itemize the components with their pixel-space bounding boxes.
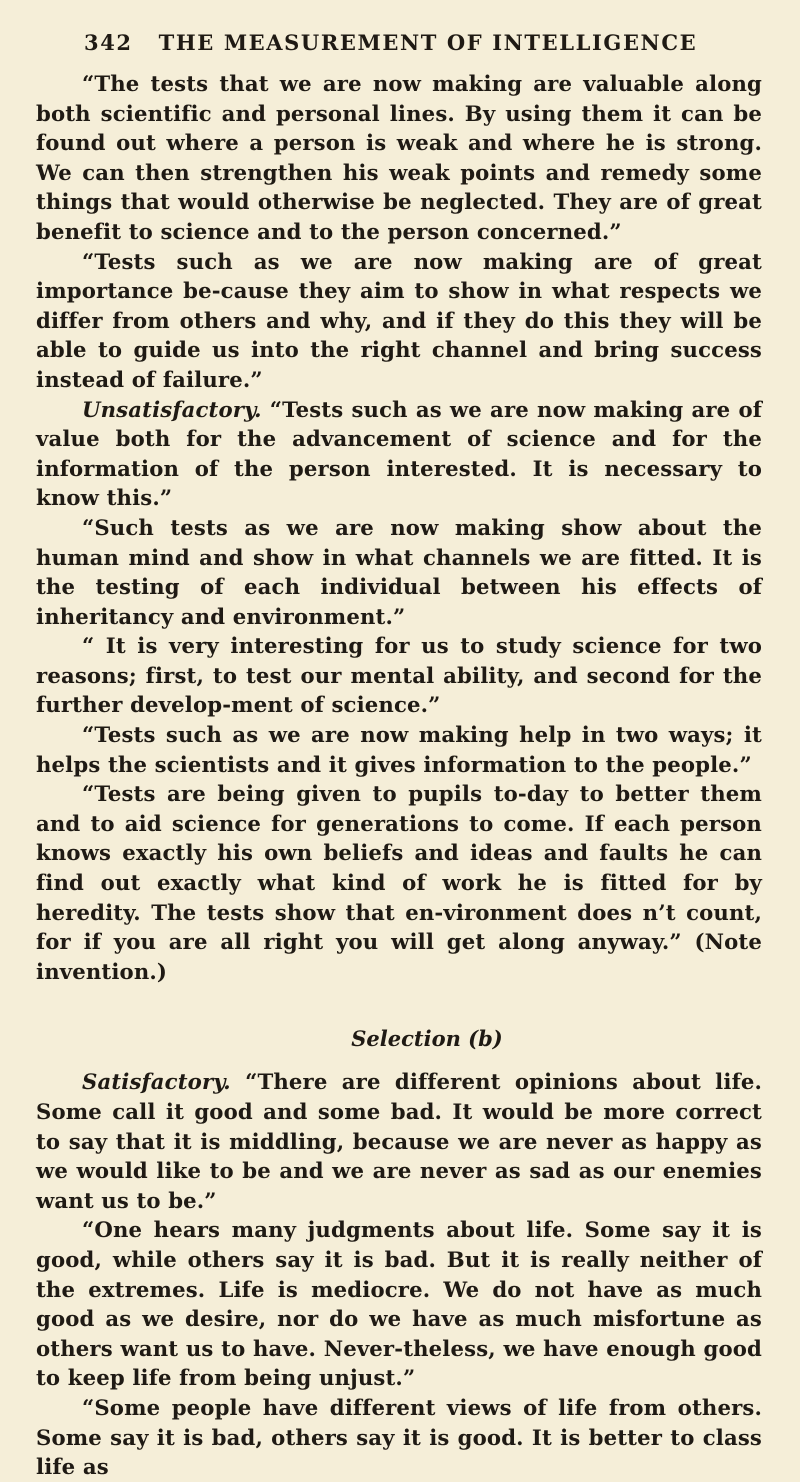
running-header: [84, 30, 762, 55]
paragraph: “ It is very interesting for us to study science for two reasons; first, to test our mental ability, and second for the further develop-ment of science.”: [36, 633, 762, 718]
rating-label: Satisfactory.: [82, 1069, 231, 1095]
paragraph: “Tests are being given to pupils to-day to better them and to aid science for generations to come. If each person knows exactly his own beliefs and ideas and faults he can find out exactly what kind of work he is fitted for by heredity. The tests show that en-vironment does n’t count, for if you are all right you will get along anyway.” (Note invention.): [36, 781, 762, 984]
running-title: THE MEASUREMENT OF INTELLIGENCE: [158, 30, 698, 55]
body-text: [36, 69, 762, 1482]
paragraph: Satisfactory. “There are different opinions about life. Some call it good and some bad. It would be more correct to say that it is middling, because we are never as happy as we would like to be and we are never as sad as our enemies want us to be.”: [36, 1069, 762, 1213]
page-number: 342: [84, 30, 133, 55]
paragraph: “The tests that we are now making are valuable along both scientific and personal lines. By using them it can be found out where a person is weak and where he is strong. We can then strengthen his weak points and remedy some things that would otherwise be neglected. They are of great benefit to science and to the person concerned.”: [36, 71, 762, 244]
paragraph: “One hears many judgments about life. Some say it is good, while others say it is bad. But it is really neither of the extremes. Life is mediocre. We do not have as much good as we desire, nor do we have as much misfortune as others want us to have. Never-theless, we have enough good to keep life from being unjust.”: [36, 1217, 762, 1391]
paragraph: “Some people have different views of life from others. Some say it is bad, others say it is good. It is better to class life as: [36, 1394, 762, 1480]
rating-label: Unsatisfactory.: [82, 396, 262, 422]
paragraph: “Such tests as we are now making show about the human mind and show in what channels we are fitted. It is the testing of each individual between his effects of inheritancy and environment.”: [36, 514, 762, 629]
paragraph: “Tests such as we are now making are of great importance be-cause they aim to show in what respects we differ from others and why, and if they do this they will be able to guide us into the right channel and bring success instead of failure.”: [36, 248, 762, 392]
paragraph: Unsatisfactory. “Tests such as we are now making are of value both for the advancement of science and for the information of the person interested. It is necessary to know this.”: [36, 396, 762, 511]
section-heading: Selection (b): [351, 1026, 503, 1052]
paragraph: “Tests such as we are now making help in two ways; it helps the scientists and it gives information to the people.”: [36, 722, 762, 777]
